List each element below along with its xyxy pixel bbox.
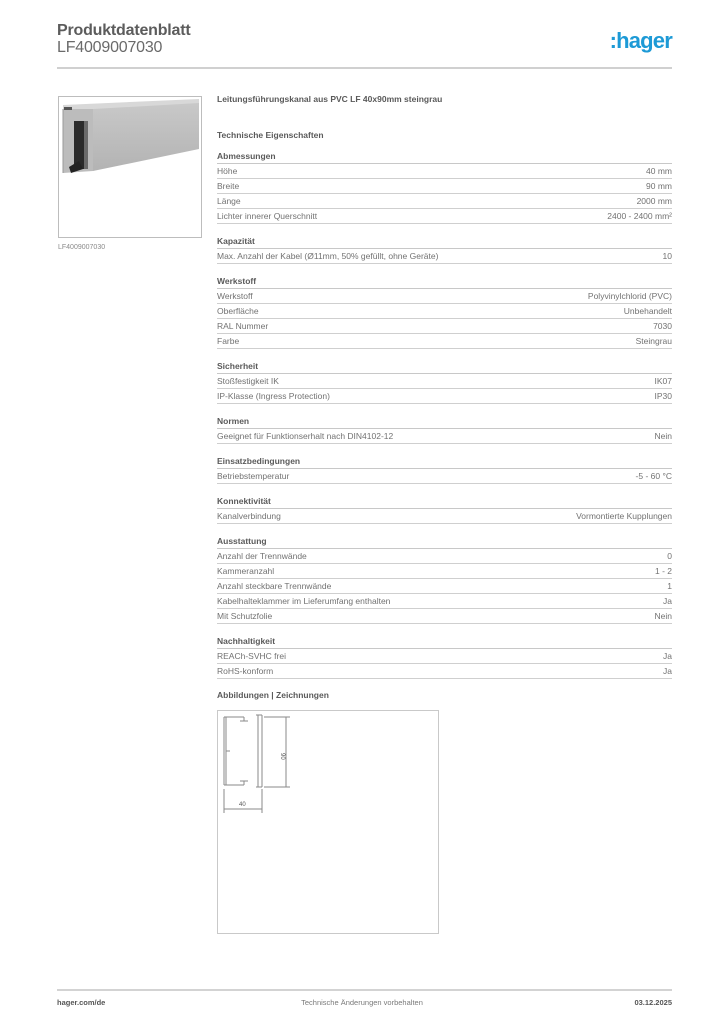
spec-label: Kammeranzahl [217, 566, 275, 576]
spec-label: RoHS-konform [217, 666, 274, 676]
spec-label: Breite [217, 181, 240, 191]
spec-value: Nein [654, 611, 672, 621]
spec-label: Kabelhalteklammer im Lieferumfang enthalten [217, 596, 391, 606]
header-divider [57, 67, 672, 69]
spec-row [217, 179, 672, 194]
section-heading: Sicherheit [217, 360, 672, 374]
document-title: Produktdatenblatt [57, 22, 191, 39]
section-heading: Ausstattung [217, 535, 672, 549]
spec-row [217, 209, 672, 224]
spec-value: 1 - 2 [654, 566, 672, 576]
spec-label: Stoßfestigkeit IK [217, 376, 279, 386]
spec-row [217, 549, 672, 564]
spec-row [217, 509, 672, 524]
spec-row [217, 249, 672, 264]
spec-row [217, 579, 672, 594]
spec-row [217, 164, 672, 179]
spec-value: Ja [663, 666, 672, 676]
product-image-caption: LF4009007030 [58, 244, 106, 251]
spec-value: Vormontierte Kupplungen [576, 511, 672, 521]
spec-value: 90 mm [646, 181, 672, 191]
spec-label: Mit Schutzfolie [217, 611, 273, 621]
spec-value: 10 [662, 251, 672, 261]
product-description: Leitungsführungskanal aus PVC LF 40x90mm steingrau [217, 94, 443, 104]
spec-label: Betriebstemperatur [217, 471, 290, 481]
spec-value: Ja [663, 651, 672, 661]
drawings-title: Abbildungen | Zeichnungen [217, 690, 329, 700]
spec-label: Farbe [217, 336, 240, 346]
section-heading: Konnektivität [217, 495, 672, 509]
section-heading: Kapazität [217, 235, 672, 249]
spec-row [217, 564, 672, 579]
main-content [217, 94, 672, 690]
spec-label: Werkstoff [217, 291, 253, 301]
spec-row [217, 334, 672, 349]
product-image [58, 96, 202, 238]
spec-value: 1 [667, 581, 672, 591]
spec-label: Höhe [217, 166, 238, 176]
spec-section [217, 535, 672, 624]
section-heading: Normen [217, 415, 672, 429]
spec-label: IP-Klasse (Ingress Protection) [217, 391, 330, 401]
section-heading: Nachhaltigkeit [217, 635, 672, 649]
spec-section [217, 235, 672, 264]
spec-row [217, 429, 672, 444]
spec-section [217, 455, 672, 484]
spec-value: 2400 - 2400 mm² [607, 211, 672, 221]
dimension-height-label: 90 [279, 753, 285, 760]
spec-row [217, 609, 672, 624]
footer-website-link[interactable]: hager.com/de [57, 998, 106, 1007]
section-heading: Abmessungen [217, 150, 672, 164]
duct-cross-section-drawing [218, 711, 440, 935]
spec-label: Oberfläche [217, 306, 259, 316]
spec-label: Anzahl steckbare Trennwände [217, 581, 332, 591]
spec-value: Polyvinylchlorid (PVC) [587, 291, 672, 301]
spec-value: Unbehandelt [623, 306, 672, 316]
spec-label: Länge [217, 196, 241, 206]
spec-value: Ja [663, 596, 672, 606]
dimension-width-label: 40 [239, 802, 246, 808]
spec-value: -5 - 60 °C [635, 471, 672, 481]
spec-section [217, 275, 672, 349]
spec-value: IK07 [654, 376, 672, 386]
spec-section [217, 635, 672, 679]
technical-drawing [217, 710, 439, 934]
footer-notice: Technische Änderungen vorbehalten [301, 998, 423, 1007]
spec-value: Nein [654, 431, 672, 441]
spec-row [217, 289, 672, 304]
spec-section [217, 415, 672, 444]
spec-label: RAL Nummer [217, 321, 269, 331]
spec-row [217, 469, 672, 484]
spec-sections [217, 150, 672, 679]
spec-row [217, 594, 672, 609]
spec-section [217, 150, 672, 224]
spec-row [217, 319, 672, 334]
spec-label: REACh-SVHC frei [217, 651, 286, 661]
spec-row [217, 194, 672, 209]
spec-value: Steingrau [635, 336, 672, 346]
spec-value: 40 mm [646, 166, 672, 176]
spec-value: IP30 [654, 391, 672, 401]
footer-date: 03.12.2025 [634, 998, 672, 1007]
spec-section [217, 360, 672, 404]
spec-label: Geeignet für Funktionserhalt nach DIN4102-12 [217, 431, 394, 441]
spec-label: Anzahl der Trennwände [217, 551, 307, 561]
article-number: LF4009007030 [57, 39, 163, 56]
technical-properties-title: Technische Eigenschaften [217, 130, 324, 140]
spec-value: 0 [667, 551, 672, 561]
spec-section [217, 495, 672, 524]
spec-value: 2000 mm [636, 196, 672, 206]
spec-label: Kanalverbindung [217, 511, 281, 521]
hager-logo: :hager [609, 28, 672, 53]
spec-row [217, 374, 672, 389]
section-heading: Werkstoff [217, 275, 672, 289]
spec-row [217, 664, 672, 679]
spec-value: 7030 [653, 321, 672, 331]
page-header [57, 20, 672, 72]
cable-duct-icon [59, 97, 202, 238]
section-heading: Einsatzbedingungen [217, 455, 672, 469]
spec-label: Max. Anzahl der Kabel (Ø11mm, 50% gefüllt, ohne Geräte) [217, 251, 439, 261]
spec-label: Lichter innerer Querschnitt [217, 211, 318, 221]
footer-divider [57, 989, 672, 991]
spec-row [217, 389, 672, 404]
spec-row [217, 649, 672, 664]
spec-row [217, 304, 672, 319]
